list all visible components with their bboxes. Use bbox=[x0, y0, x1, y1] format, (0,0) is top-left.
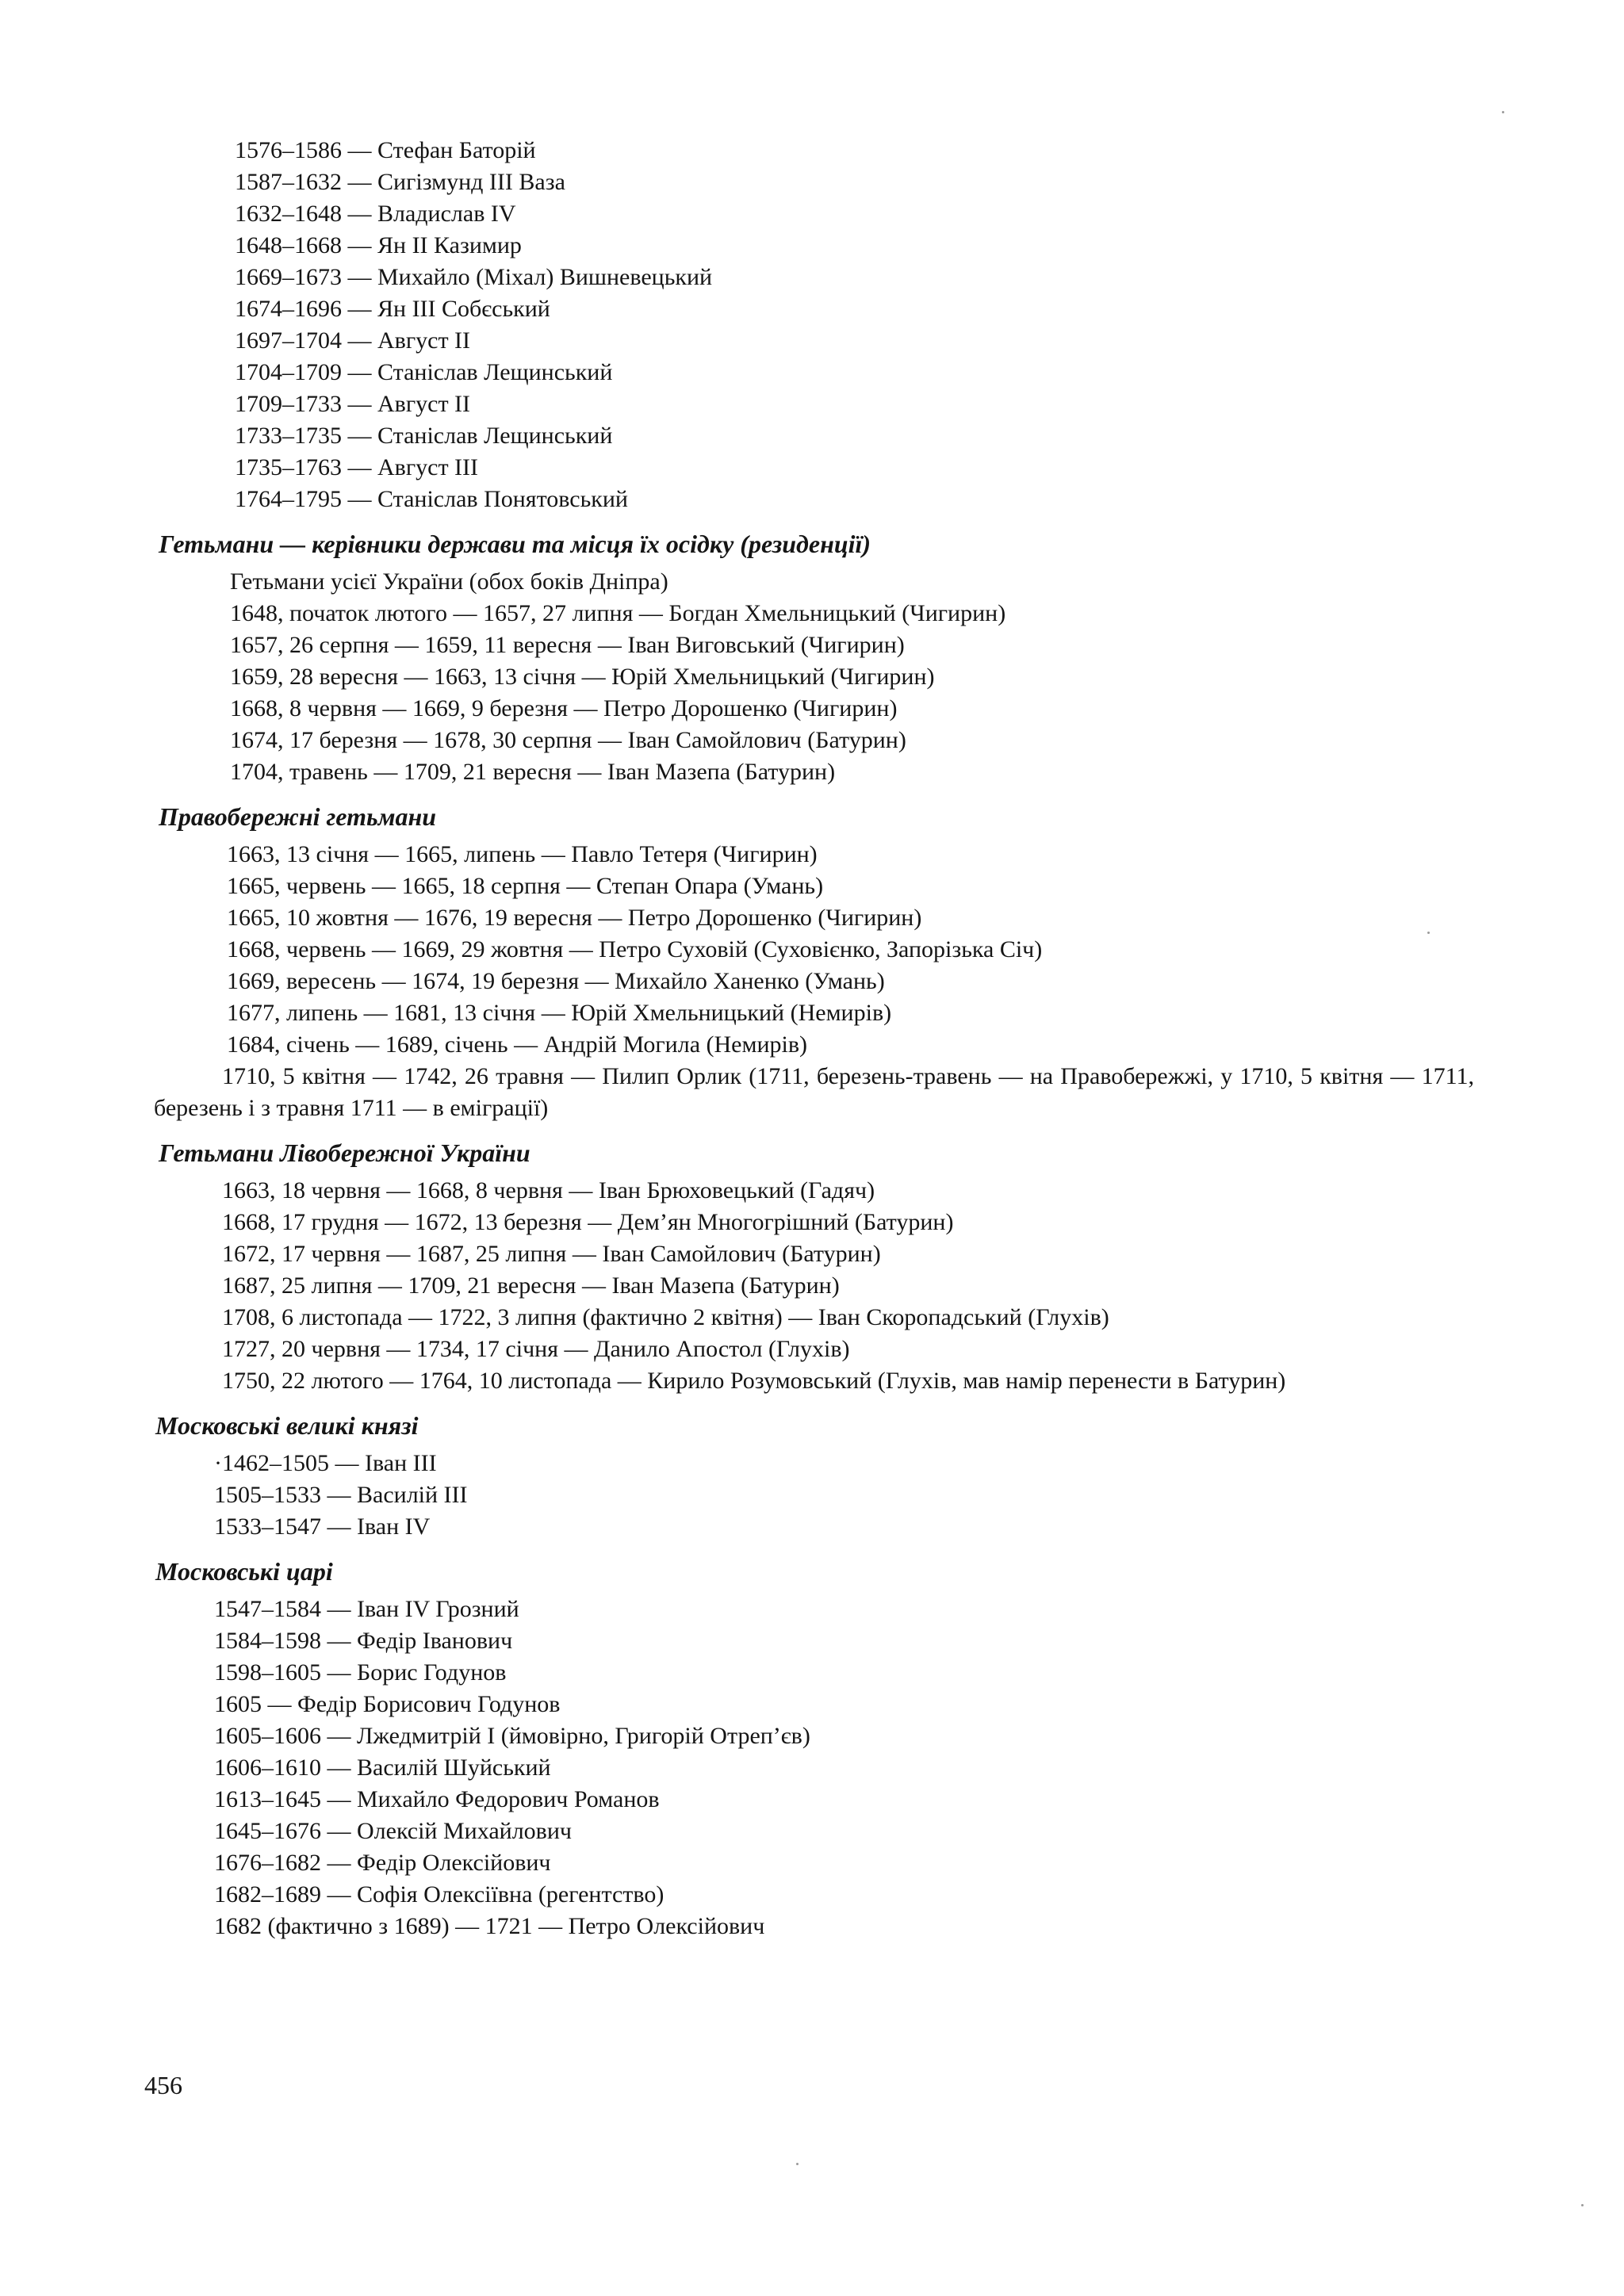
list-item: 1606–1610 — Василій Шуйський bbox=[214, 1755, 551, 1781]
list-item: 1665, 10 жовтня — 1676, 19 вересня — Петро Дорошенко (Чигирин) bbox=[227, 905, 922, 931]
scan-speck bbox=[1581, 2204, 1584, 2206]
content-column bbox=[154, 135, 1507, 1942]
rulers-list bbox=[159, 135, 1507, 515]
list-item: 1682–1689 — Софія Олексіївна (регентство) bbox=[214, 1881, 665, 1908]
list-item: 1663, 13 січня — 1665, липень — Павло Тетеря (Чигирин) bbox=[227, 841, 818, 867]
list-item: 1632–1648 — Владислав IV bbox=[235, 201, 516, 227]
list-item: 1697–1704 — Август II bbox=[235, 327, 471, 354]
section-heading: Московські великі князі bbox=[155, 1411, 419, 1440]
list-item: 1733–1735 — Станіслав Лещинський bbox=[235, 423, 613, 449]
list-item: 1648, початок лютого — 1657, 27 липня — Богдан Хмельницький (Чигирин) bbox=[230, 600, 1006, 626]
list-item: ·1462–1505 — Іван III bbox=[214, 1450, 437, 1476]
list-item: 1668, 8 червня — 1669, 9 березня — Петро Дорошенко (Чигирин) bbox=[230, 695, 898, 721]
moscow-grand-princes-section bbox=[155, 1408, 1507, 1543]
list-item: 1668, 17 грудня — 1672, 13 березня — Дем’ян Многогрішний (Батурин) bbox=[222, 1209, 954, 1235]
list-item: 1682 (фактично з 1689) — 1721 — Петро Олексійович bbox=[214, 1913, 765, 1939]
list-item: 1665, червень — 1665, 18 серпня — Степан Опара (Умань) bbox=[227, 873, 824, 899]
list-item: 1674, 17 березня — 1678, 30 серпня — Іван Самойлович (Батурин) bbox=[230, 727, 906, 753]
list-item: Гетьмани усієї України (обох боків Дніпра) bbox=[230, 568, 668, 595]
list-item: 1659, 28 вересня — 1663, 13 січня — Юрій Хмельницький (Чигирин) bbox=[230, 664, 935, 690]
moscow-tsars-section bbox=[155, 1554, 1507, 1942]
list-item: 1587–1632 — Сигізмунд III Ваза bbox=[235, 169, 565, 195]
list-item-wrapped: 1710, 5 квітня — 1742, 26 травня — Пилип Орлик (1711, березень-травень — на Правобережжі, у 1710, 5 квітня — 1711, березень і з травня 1711 — в еміграції) bbox=[154, 1063, 1474, 1121]
list-item: 1669–1673 — Михайло (Міхал) Вишневецький bbox=[235, 264, 713, 290]
list-item: 1576–1586 — Стефан Баторій bbox=[235, 137, 536, 163]
list-item: 1505–1533 — Василій III bbox=[214, 1482, 468, 1508]
list-item: 1708, 6 листопада — 1722, 3 липня (фактично 2 квітня) — Іван Скоропадський (Глухів) bbox=[222, 1304, 1109, 1330]
list-item: 1533–1547 — Іван IV bbox=[214, 1513, 431, 1540]
list-item: 1727, 20 червня — 1734, 17 січня — Данило Апостол (Глухів) bbox=[222, 1336, 850, 1362]
list-item: 1704–1709 — Станіслав Лещинський bbox=[235, 359, 613, 385]
list-item: 1657, 26 серпня — 1659, 11 вересня — Іван Виговський (Чигирин) bbox=[230, 632, 905, 658]
list-item: 1687, 25 липня — 1709, 21 вересня — Іван Мазепа (Батурин) bbox=[222, 1272, 840, 1299]
list-item: 1676–1682 — Федір Олексійович bbox=[214, 1850, 551, 1876]
list-item: 1672, 17 червня — 1687, 25 липня — Іван Самойлович (Батурин) bbox=[222, 1241, 881, 1267]
left-bank-hetmans-section bbox=[159, 1135, 1507, 1397]
list-item: 1669, вересень — 1674, 19 березня — Михайло Ханенко (Умань) bbox=[227, 968, 885, 994]
section-heading: Гетьмани Лівобережної України bbox=[159, 1138, 530, 1167]
page-number: 456 bbox=[144, 2071, 182, 2099]
section-heading: Правобережні гетьмани bbox=[159, 802, 437, 831]
hetmans-section bbox=[159, 526, 1507, 788]
scan-speck bbox=[1502, 111, 1504, 113]
section-heading: Гетьмани — керівники держави та місця їх осідку (резиденції) bbox=[159, 530, 871, 558]
list-item: 1735–1763 — Август III bbox=[235, 454, 479, 480]
list-item: 1605 — Федір Борисович Годунов bbox=[214, 1691, 561, 1717]
list-item: 1709–1733 — Август II bbox=[235, 391, 471, 417]
list-item: 1684, січень — 1689, січень — Андрій Могила (Немирів) bbox=[227, 1031, 808, 1058]
list-item: 1547–1584 — Іван IV Грозний bbox=[214, 1596, 519, 1622]
list-item: 1663, 18 червня — 1668, 8 червня — Іван Брюховецький (Гадяч) bbox=[222, 1177, 875, 1203]
list-item: 1645–1676 — Олексій Михайлович bbox=[214, 1818, 572, 1844]
list-item: 1584–1598 — Федір Іванович bbox=[214, 1628, 513, 1654]
list-item: 1613–1645 — Михайло Федорович Романов bbox=[214, 1786, 660, 1812]
list-item: 1764–1795 — Станіслав Понятовський bbox=[235, 486, 628, 512]
list-item: 1648–1668 — Ян II Казимир bbox=[235, 232, 522, 258]
list-item: 1605–1606 — Лжедмитрій I (ймовірно, Григорій Отреп’єв) bbox=[214, 1723, 810, 1749]
list-item: 1704, травень — 1709, 21 вересня — Іван Мазепа (Батурин) bbox=[230, 759, 836, 785]
scan-speck bbox=[796, 2163, 799, 2165]
list-item: 1674–1696 — Ян III Собєський bbox=[235, 296, 550, 322]
list-item: 1750, 22 лютого — 1764, 10 листопада — Кирило Розумовський (Глухів, мав намір перенести в Батурин) bbox=[222, 1368, 1286, 1394]
section-heading: Московські царі bbox=[155, 1557, 333, 1586]
right-bank-hetmans-section bbox=[154, 799, 1507, 1124]
list-item: 1677, липень — 1681, 13 січня — Юрій Хмельницький (Немирів) bbox=[227, 1000, 892, 1026]
list-item: 1668, червень — 1669, 29 жовтня — Петро Суховій (Суховієнко, Запорізька Січ) bbox=[227, 936, 1043, 962]
list-item: 1598–1605 — Борис Годунов bbox=[214, 1659, 507, 1686]
